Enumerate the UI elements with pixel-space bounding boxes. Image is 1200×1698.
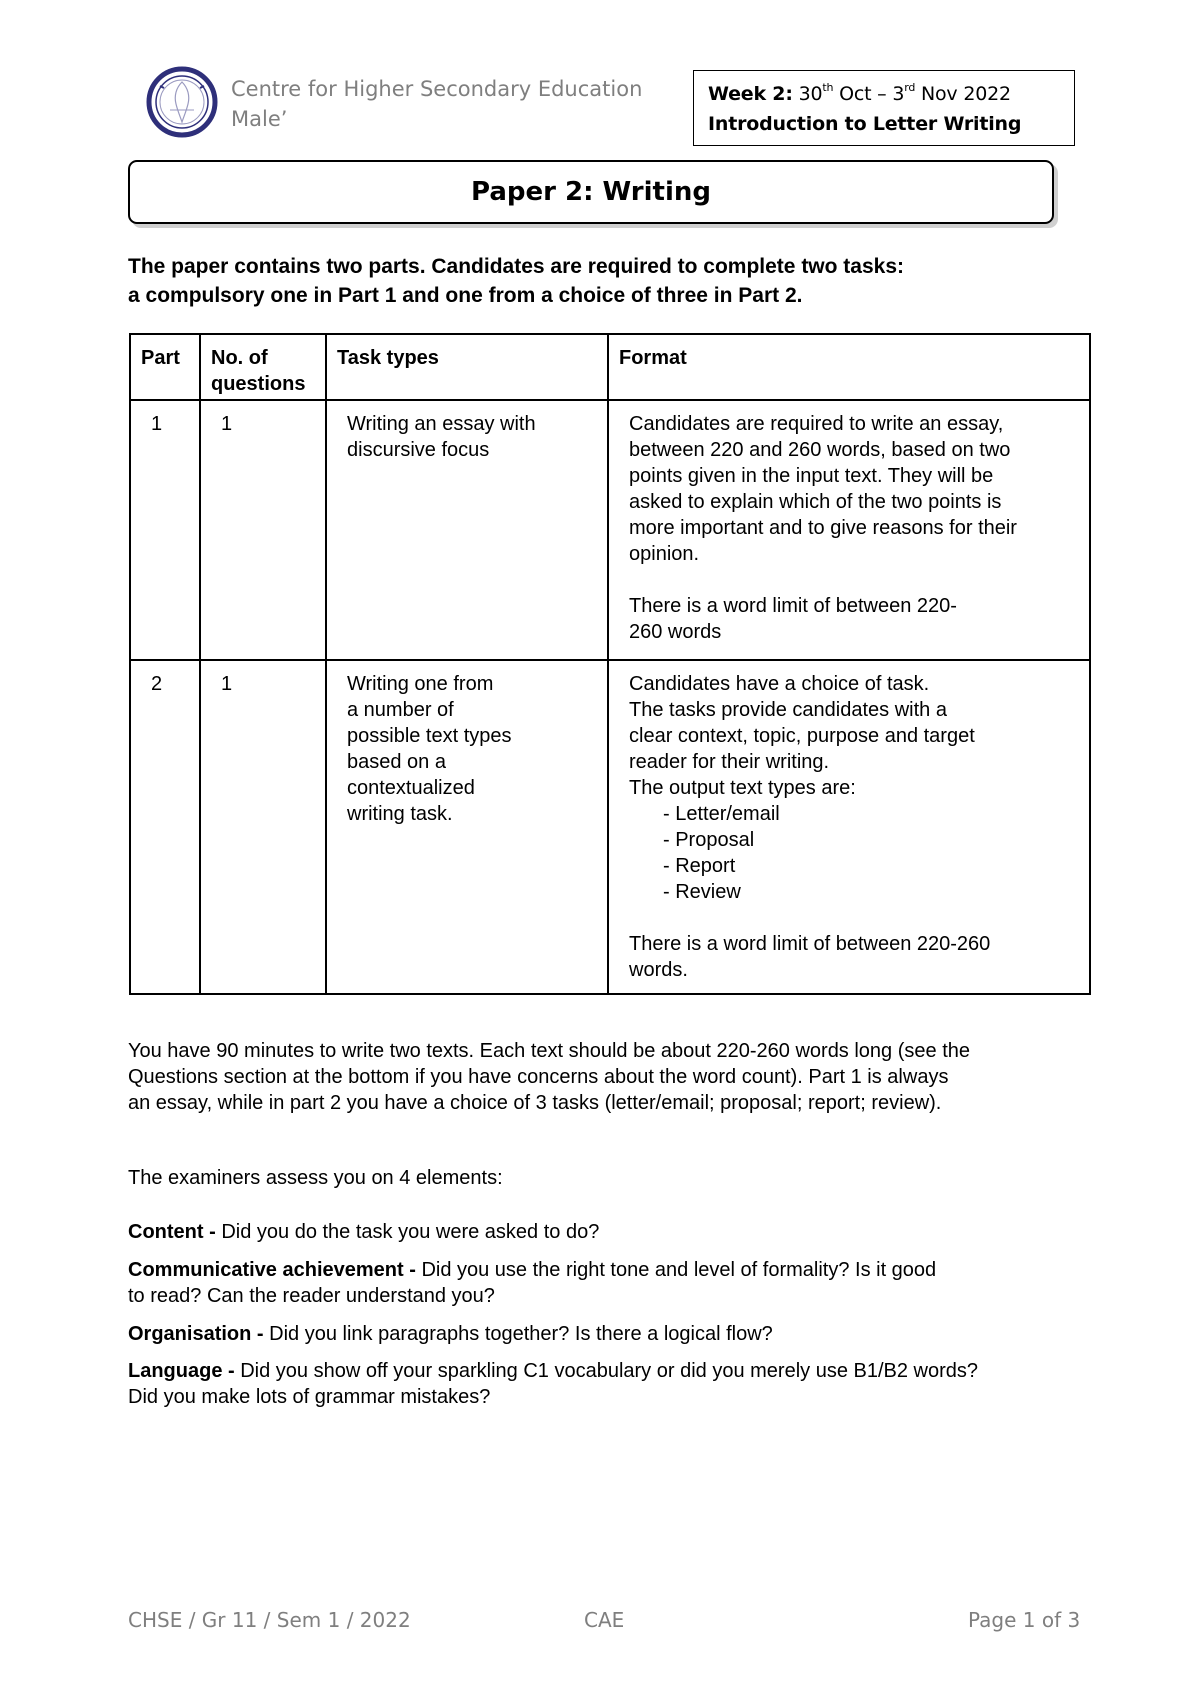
school-name-line2: Male’ <box>231 107 288 131</box>
row1-format <box>608 400 1090 660</box>
criterion-text: Did you link paragraphs together? Is there a logical flow? <box>269 1323 773 1345</box>
criterion-text: Did you show off your sparkling C1 vocabulary or did you merely use B1/B2 words? <box>240 1360 979 1382</box>
row2-format-line: reader for their writing. <box>629 751 830 773</box>
row2-format-line: The output text types are: <box>629 777 856 799</box>
row2-word-limit: There is a word limit of between 220-260 <box>629 933 991 955</box>
week-start-sup: th <box>822 80 834 94</box>
table-row <box>130 660 1090 994</box>
week-topic: Introduction to Letter Writing <box>708 113 1022 135</box>
row1-task-line: Writing an essay with <box>347 413 536 435</box>
row2-task-line: contextualized <box>347 777 475 799</box>
row2-task-types <box>326 660 608 994</box>
week-info-box <box>693 70 1075 146</box>
criterion-organisation <box>128 1321 1088 1347</box>
row1-part: 1 <box>130 400 200 660</box>
tasks-table <box>129 333 1091 995</box>
criterion-communicative <box>128 1257 1088 1309</box>
row2-format-line: Candidates have a choice of task. <box>629 673 930 695</box>
week-end-day: 3 <box>892 83 905 105</box>
overview-line: Questions section at the bottom if you have concerns about the word count). Part 1 is always <box>128 1066 949 1088</box>
footer-center: CAE <box>584 1608 625 1632</box>
text-type-bullet: - Report <box>663 855 736 877</box>
week-start-month: Oct – <box>839 83 887 105</box>
criterion-label: Communicative achievement - <box>128 1259 416 1281</box>
week-end-sup: rd <box>904 80 916 94</box>
week-label: Week 2: <box>708 83 793 105</box>
table-row <box>130 400 1090 660</box>
footer-left: CHSE / Gr 11 / Sem 1 / 2022 <box>128 1608 411 1632</box>
school-name <box>231 74 642 134</box>
row1-num: 1 <box>200 400 326 660</box>
school-name-line1: Centre for Higher Secondary Education <box>231 77 643 101</box>
intro-line1: The paper contains two parts. Candidates are required to complete two tasks: <box>128 255 905 278</box>
criterion-text: Did you use the right tone and level of formality? Is it good <box>421 1259 937 1281</box>
row2-word-limit: words. <box>629 959 688 981</box>
row1-format-line: asked to explain which of the two points is <box>629 491 1002 513</box>
row2-format <box>608 660 1090 994</box>
table-header-row <box>130 334 1090 400</box>
intro-text <box>128 252 1088 310</box>
week-start-day: 30 <box>798 83 823 105</box>
footer-page-number: Page 1 of 3 <box>968 1608 1081 1632</box>
row1-format-line: Candidates are required to write an essay, <box>629 413 1004 435</box>
row2-task-line: Writing one from <box>347 673 494 695</box>
row2-num: 1 <box>200 660 326 994</box>
row2-task-line: a number of <box>347 699 454 721</box>
header-num-questions <box>200 334 326 400</box>
overview-line: an essay, while in part 2 you have a choice of 3 tasks (letter/email; proposal; report; review). <box>128 1092 942 1114</box>
criterion-language <box>128 1358 1088 1410</box>
row2-part: 2 <box>130 660 200 994</box>
row2-task-line: based on a <box>347 751 446 773</box>
header-task-types: Task types <box>326 334 608 400</box>
row2-format-line: clear context, topic, purpose and target <box>629 725 975 747</box>
overview-paragraph <box>128 1038 1088 1116</box>
text-type-bullet: - Review <box>663 881 741 903</box>
row1-word-limit: There is a word limit of between 220- <box>629 595 957 617</box>
header-format: Format <box>608 334 1090 400</box>
criterion-content <box>128 1219 1088 1245</box>
spacer <box>629 567 1079 593</box>
assess-intro: The examiners assess you on 4 elements: <box>128 1167 503 1189</box>
overview-line: You have 90 minutes to write two texts. Each text should be about 220-260 words long (see the <box>128 1040 971 1062</box>
row1-format-line: between 220 and 260 words, based on two <box>629 439 1011 461</box>
text-type-bullet: - Proposal <box>663 829 755 851</box>
week-dates <box>708 79 1060 109</box>
row1-format-line: opinion. <box>629 543 700 565</box>
row2-task-line: writing task. <box>347 803 453 825</box>
header-num-line1: No. of <box>211 347 268 369</box>
criterion-text: Did you make lots of grammar mistakes? <box>128 1386 491 1408</box>
intro-line2: a compulsory one in Part 1 and one from a choice of three in Part 2. <box>128 284 803 307</box>
row1-task-line: discursive focus <box>347 439 490 461</box>
row2-task-line: possible text types <box>347 725 512 747</box>
row1-format-line: more important and to give reasons for their <box>629 517 1017 539</box>
header-part: Part <box>130 334 200 400</box>
week-end-rest: Nov 2022 <box>921 83 1011 105</box>
criterion-text: Did you do the task you were asked to do? <box>221 1221 600 1243</box>
row1-task-types <box>326 400 608 660</box>
criterion-text: to read? Can the reader understand you? <box>128 1285 495 1307</box>
page-title: Paper 2: Writing <box>128 160 1054 224</box>
text-type-bullet: - Letter/email <box>663 803 780 825</box>
school-logo-icon <box>146 66 218 138</box>
header-num-line2: questions <box>211 373 306 395</box>
row1-format-line: points given in the input text. They will be <box>629 465 994 487</box>
row1-word-limit: 260 words <box>629 621 722 643</box>
criterion-label: Content - <box>128 1221 216 1243</box>
row2-format-line: The tasks provide candidates with a <box>629 699 947 721</box>
criterion-label: Language - <box>128 1360 235 1382</box>
spacer <box>629 905 1079 931</box>
criterion-label: Organisation - <box>128 1323 264 1345</box>
